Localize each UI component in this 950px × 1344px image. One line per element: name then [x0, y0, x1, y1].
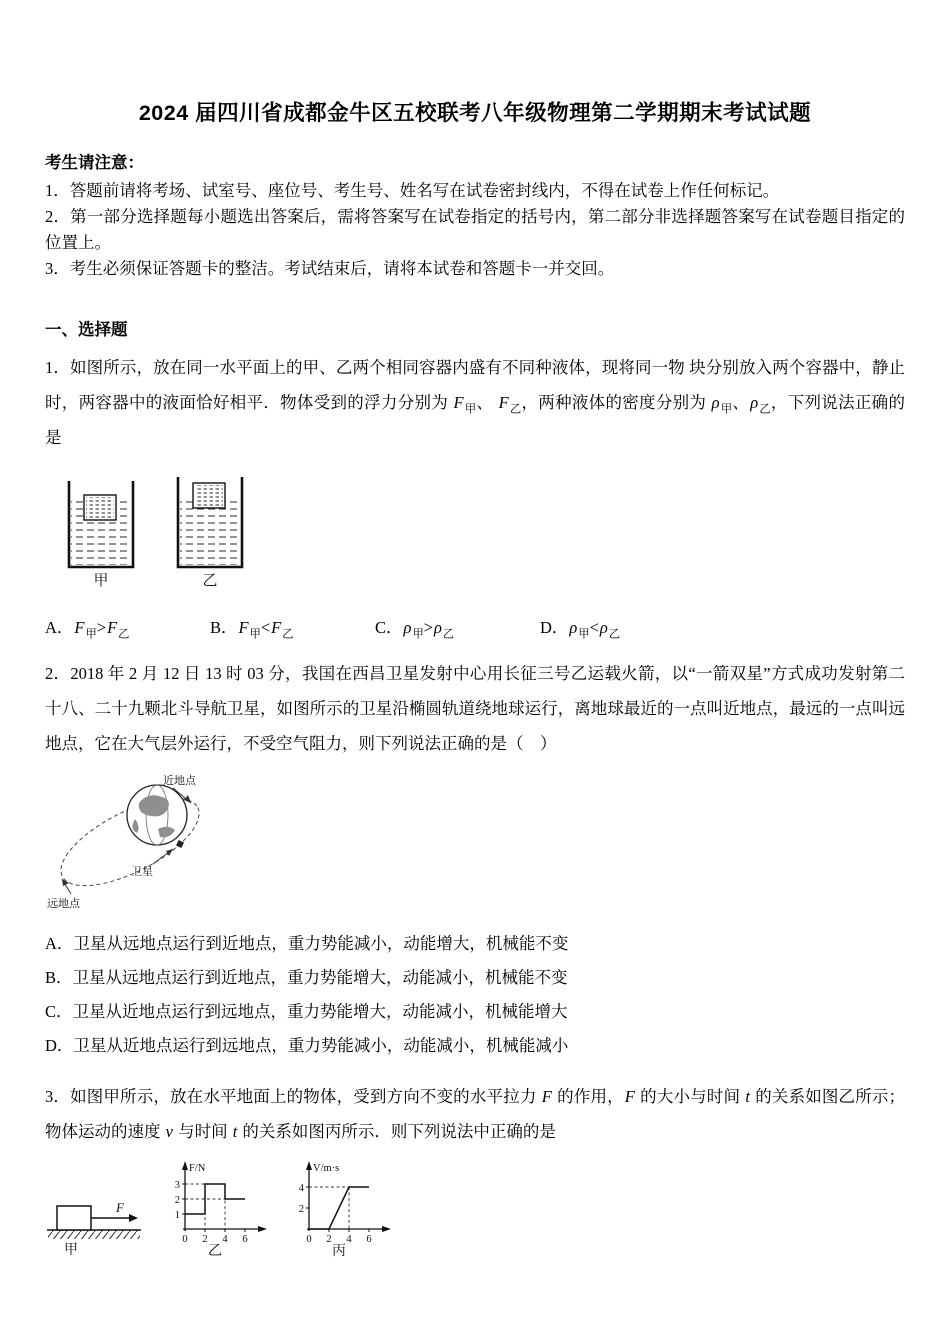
yi-y-axis-label: F/N	[189, 1163, 206, 1174]
page-title: 2024 届四川省成都金牛区五校联考八年级物理第二学期期末考试试题	[138, 101, 812, 125]
beaker-yi	[178, 477, 242, 589]
question-2	[45, 656, 905, 1063]
yi-ytick-1: 1	[174, 1210, 180, 1221]
question-2-option-b: B．卫星从远地点运行到近地点，重力势能增大，动能减小，机械能不变	[45, 968, 568, 987]
section-1-heading: 一、选择题	[45, 320, 128, 339]
question-1-figure	[53, 471, 905, 594]
bing-data-line	[309, 1187, 369, 1229]
question-2-option-c: C．卫星从近地点运行到远地点，重力势能增大，动能减小，机械能增大	[45, 1002, 568, 1021]
question-2-figure	[45, 767, 905, 917]
yi-xtick-0: 0	[182, 1234, 188, 1245]
perigee-label: 近地点	[163, 775, 196, 787]
question-2-option-d: D．卫星从近地点运行到远地点，重力势能减小，动能减小，机械能减小	[45, 1036, 569, 1055]
yi-ytick-2: 2	[174, 1195, 180, 1206]
block	[57, 1206, 91, 1230]
question-1-stem: 1．如图所示，放在同一水平面上的甲、乙两个相同容器内盛有不同种液体，现将同一物 块分别放入两个容器中，静止时，两容器中的液面恰好相平．物体受到的浮力分别为 $F_甲$、 $F_乙$，两种液体的密度分别为 $\rho_甲$、$\rho_乙$，下列说法正确的是	[45, 358, 905, 447]
notice-heading: 考生请注意：	[45, 153, 144, 172]
yi-ytick-3: 3	[174, 1180, 180, 1191]
question-1-option-b: B．$F_甲<F_乙$	[210, 618, 294, 641]
figure-yi-label: 乙	[208, 1244, 222, 1257]
yi-xtick-2: 2	[202, 1234, 208, 1245]
figure-jia-block	[45, 1169, 145, 1257]
satellite-label: 卫星	[131, 866, 153, 878]
bing-ytick-4: 4	[298, 1183, 304, 1194]
question-1-options	[45, 614, 905, 641]
question-2-stem: 2．2018 年 2 月 12 日 13 时 03 分，我国在西昌卫星发射中心用长征三号乙运载火箭，以“一箭双星”方式成功发射第二十八、二十九颗北斗导航卫星，如图所示的卫星沿椭圆轨道绕地球运行，离地球最近的一点叫近地点，最远的一点叫远地点，它在大气层外运行，不受空气阻力，则下列说法正确的是（ ）	[45, 664, 905, 753]
question-2-options	[45, 927, 905, 1063]
bing-xtick-6: 6	[366, 1234, 372, 1245]
question-1-option-d: D．$\rho_甲<\rho_乙$	[540, 618, 621, 641]
notice-item-2: 2．第一部分选择题每小题选出答案后，需将答案写在试卷指定的括号内，第二部分非选择题答案写在试卷题目指定的位置上。	[45, 207, 905, 252]
earth-globe	[127, 785, 187, 845]
beakers-figure	[53, 471, 268, 589]
question-3	[45, 1079, 905, 1257]
yi-xtick-6: 6	[242, 1234, 248, 1245]
force-arrow	[129, 1214, 138, 1222]
bing-xtick-2: 2	[326, 1234, 332, 1245]
beaker-jia	[69, 481, 133, 589]
beaker-jia-label: 甲	[93, 573, 109, 589]
bing-xtick-0: 0	[306, 1234, 312, 1245]
notice-item-1: 1．答题前请将考场、试室号、座位号、考生号、姓名写在试卷密封线内，不得在试卷上作任何标记。	[45, 181, 780, 200]
force-label: F	[116, 1200, 124, 1215]
bing-xtick-4: 4	[346, 1234, 352, 1245]
satellite-orbit-figure	[45, 767, 255, 912]
notice-section	[45, 149, 905, 282]
question-3-stem: 3．如图甲所示，放在水平地面上的物体，受到方向不变的水平拉力 F 的作用，F 的大小与时间 t 的关系如图乙所示；物体运动的速度 v 与时间 t 的关系如图丙所示．则下列说法中正确的是	[45, 1087, 906, 1141]
bing-y-axis-label: V/m·s	[313, 1163, 340, 1174]
figure-yi-graph	[161, 1157, 269, 1257]
question-1	[45, 350, 905, 641]
question-1-option-c: C．$\rho_甲>\rho_乙$	[375, 618, 455, 641]
question-1-option-a: A．$F_甲>F_乙$	[45, 618, 130, 641]
beaker-yi-label: 乙	[202, 573, 218, 589]
apogee-label: 远地点	[47, 898, 80, 910]
figure-bing-label: 丙	[332, 1244, 346, 1257]
bing-ytick-2: 2	[298, 1204, 304, 1215]
question-2-option-a: A．卫星从远地点运行到近地点，重力势能减小，动能增大，机械能不变	[45, 934, 569, 953]
figure-bing-graph	[285, 1157, 393, 1257]
figure-jia-label: 甲	[64, 1243, 78, 1257]
question-3-figures	[45, 1157, 905, 1257]
notice-item-3: 3．考生必须保证答题卡的整洁。考试结束后，请将本试卷和答题卡一并交回。	[45, 259, 615, 278]
yi-xtick-4: 4	[222, 1234, 228, 1245]
satellite-icon	[176, 840, 184, 848]
